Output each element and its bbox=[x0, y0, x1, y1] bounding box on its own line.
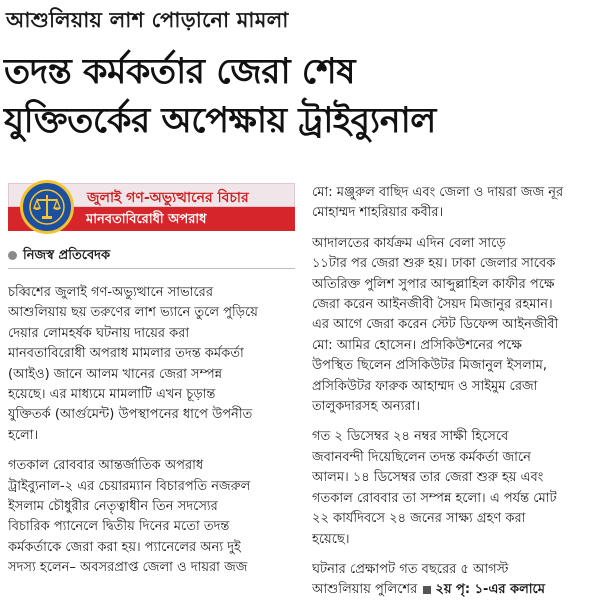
text-line: ট্রাইব্যুনাল-২ এর চেয়ারম্যান বিচারপতি নজরুল bbox=[8, 478, 251, 494]
text-line: হলো। bbox=[8, 427, 39, 443]
text-line: দেয়ার লোমহর্ষক ঘটনায় দায়ের করা bbox=[8, 325, 190, 341]
section-banner bbox=[8, 183, 295, 231]
right-column bbox=[312, 183, 608, 601]
text-line: জবানবন্দী দিয়েছিলেন তদন্ত কর্মকর্তা জানে bbox=[312, 449, 531, 465]
jump-reference-text: ২য় পৃ: ১-এর কলামে bbox=[435, 582, 545, 598]
square-bullet-icon bbox=[423, 586, 431, 594]
paragraph bbox=[312, 560, 608, 601]
byline-text: নিজস্ব প্রতিবেদক bbox=[23, 248, 111, 263]
headline-line-2: যুক্তিতর্কের অপেক্ষায় ট্রাইব্যুনাল bbox=[4, 101, 436, 141]
text-line: গতকাল রোববার আন্তর্জাতিক অপরাধ bbox=[8, 458, 204, 474]
banner-category-label: মানবতাবিরোধী অপরাধ bbox=[86, 212, 207, 227]
paragraph bbox=[312, 234, 608, 418]
paragraph bbox=[312, 183, 608, 224]
text-line: উপস্থিত ছিলেন প্রসিকিউটর মিজানুল ইসলাম, bbox=[312, 358, 547, 374]
text-line: আদালতের কার্যক্রম এদিন বেলা সাড়ে bbox=[312, 235, 506, 251]
text-line: চব্বিশের জুলাই গণ-অভ্যুত্থানে সাভারের bbox=[8, 285, 213, 300]
divider bbox=[8, 268, 295, 269]
left-column bbox=[8, 283, 295, 579]
text-line: ১১টার পর জেরা শুরু হয়। ঢাকা জেলার সাবেক bbox=[312, 256, 556, 272]
text-line: (আইও) জানে আলম খানের জেরা সম্পন্ন bbox=[8, 366, 223, 382]
text-line: সদস্য হলেন– অবসরপ্রাপ্ত জেলা ও দায়রা জজ bbox=[8, 560, 248, 576]
text-line: মানবতাবিরোধী অপরাধ মামলার তদন্ত কর্মকর্তা bbox=[8, 346, 244, 362]
text-line: ইসলাম চৌধুরীর নেতৃত্বাধীন তিন সদস্যের bbox=[8, 499, 218, 515]
paragraph bbox=[8, 283, 295, 446]
text-line: ২২ কার্যদিবসে ২৪ জনের সাক্ষ্য গ্রহণ করা bbox=[312, 511, 526, 527]
text-line: কর্মকর্তাকে জেরা করা হয়। প্যানেলের অন্য দুই bbox=[8, 539, 241, 555]
kicker: আশুলিয়ায় লাশ পোড়ানো মামলা bbox=[6, 8, 289, 32]
text-line: এর আগে জেরা করেন স্টেট ডিফেন্স আইনজীবী bbox=[312, 317, 559, 333]
byline bbox=[8, 246, 110, 267]
text-line bbox=[312, 580, 608, 600]
text-line: গতকাল রোববার তা সম্পন্ন হলো। এ পর্যন্ত মোট bbox=[312, 490, 557, 506]
text-line: আলম। ১৪ ডিসেম্বর তার জেরা শুরু হয় এবং bbox=[312, 470, 544, 486]
text-line: অতিরিক্ত পুলিশ সুপার আব্দুল্লাহিল কাফীর পক্ষে bbox=[312, 276, 555, 292]
headline-line-1: তদন্ত কর্মকর্তার জেরা শেষ bbox=[4, 52, 356, 92]
text-line: গত ২ ডিসেম্বর ২৪ নম্বর সাক্ষী হিসেবে bbox=[312, 429, 509, 445]
banner-series-label: জুলাই গণ-অভ্যুত্থানের বিচার bbox=[87, 190, 249, 206]
text-line: মো: আমির হোসেন। প্রসিকিউশনের পক্ষে bbox=[312, 337, 522, 353]
text-line: আশুলিয়ায় ছয় তরুণের লাশ ভ্যানে তুলে পুড়িয়ে bbox=[8, 305, 258, 321]
text-line: তালুকদারসহ অন্যরা। bbox=[312, 399, 420, 415]
bullet-icon bbox=[8, 251, 17, 260]
text-line: মোহাম্মদ শাহরিয়ার কবীর। bbox=[312, 205, 444, 221]
text-line: জেরা করেন আইনজীবী সৈয়দ মিজানুর রহমান। bbox=[312, 297, 553, 313]
paragraph bbox=[312, 427, 608, 549]
paragraph bbox=[8, 456, 295, 578]
text-line: হয়েছে। bbox=[312, 531, 350, 547]
text-line: হয়েছে। এর মাধ্যমে মামলাটি এখন চূড়ান্ত bbox=[8, 387, 216, 403]
scales-of-justice-icon bbox=[20, 180, 74, 234]
jump-reference bbox=[421, 582, 545, 597]
headline bbox=[4, 48, 609, 146]
text-line: যুক্তিতর্ক (আর্গুমেন্ট) উপস্থাপনের ধাপে উপনীত bbox=[8, 407, 253, 423]
text-line: বিচারিক প্যানেলে দ্বিতীয় দিনের মতো তদন্ত bbox=[8, 519, 230, 535]
text-line: মো: মঞ্জুরুল বাছিদ এবং জেলা ও দায়রা জজ নূর bbox=[312, 185, 564, 200]
text-line: ঘটনার প্রেক্ষাপট গত বছরের ৫ আগস্ট bbox=[312, 561, 509, 577]
text-fragment: আশুলিয়ায় পুলিশের bbox=[312, 582, 418, 598]
text-line: প্রসিকিউটর ফারুক আহাম্মদ ও সাইমুম রেজা bbox=[312, 378, 538, 394]
